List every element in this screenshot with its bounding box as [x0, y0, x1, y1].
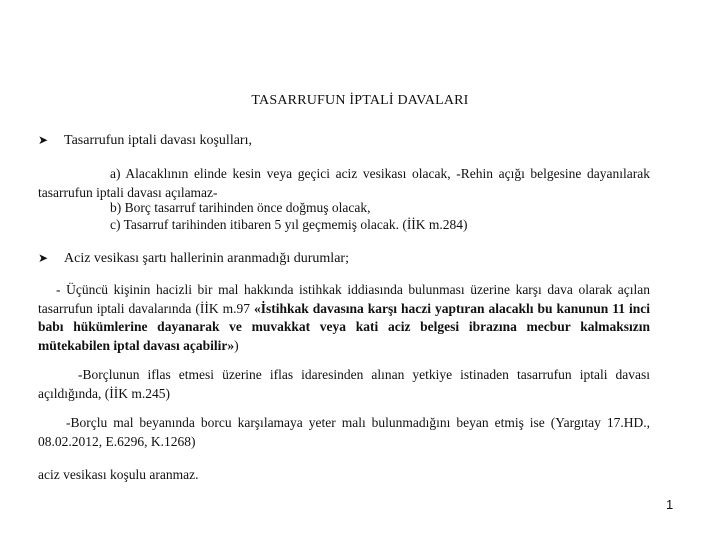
- page-number: 1: [666, 497, 674, 512]
- condition-a: a) Alacaklının elinde kesin veya geçici aciz vesikası olacak, -Rehin açığı belgesine dayanılarak tasarrufun iptali davası açılamaz-: [38, 166, 650, 200]
- bullet-exceptions: [38, 249, 349, 268]
- bullet-exceptions-text: Aciz vesikası şartı hallerinin aranmadığı durumlar;: [64, 251, 349, 266]
- exception-case-1: [38, 281, 650, 355]
- arrow-bullet-icon: ➤: [38, 133, 49, 147]
- exception-case-2: -Borçlunun iflas etmesi üzerine iflas idaresinden alınan yetkiye istinaden tasarrufun iptali davası açıldığında, (İİK m.245): [38, 367, 650, 401]
- exception-case-1-text: - Üçüncü kişinin hacizli bir mal hakkında istihkak iddiasında bulunması üzerine karşı dava olarak açılan tasarrufun iptali davalarında (İİK m.97: [38, 282, 650, 316]
- closing-sentence: aciz vesikası koşulu aranmaz.: [38, 467, 199, 482]
- arrow-bullet-icon: ➤: [38, 251, 49, 265]
- exception-case-3: -Borçlu mal beyanında borcu karşılamaya yeter malı bulunmadığını beyan etmiş ise (Yargıtay 17.HD., 08.02.2012, E.6296, K.1268): [38, 415, 650, 449]
- exception-case-1-quote: «İstihkak davasına karşı haczi yaptıran alacaklı bu kanunun 11 inci babı hükümlerine dayanarak ve muvakkat veya kati aciz belgesi ibrazına mecbur kalmaksızın mütekabilen iptal davası açabilir»: [38, 300, 651, 353]
- condition-b: b) Borç tasarruf tarihinden önce doğmuş olacak,: [110, 200, 371, 215]
- bullet-conditions-text: Tasarrufun iptali davası koşulları,: [64, 133, 252, 148]
- bullet-conditions: [38, 131, 252, 150]
- exception-case-1-end: ): [234, 337, 239, 353]
- page-title: TASARRUFUN İPTALİ DAVALARI: [251, 93, 469, 108]
- condition-c: c) Tasarruf tarihinden itibaren 5 yıl geçmemiş olacak. (İİK m.284): [110, 217, 468, 232]
